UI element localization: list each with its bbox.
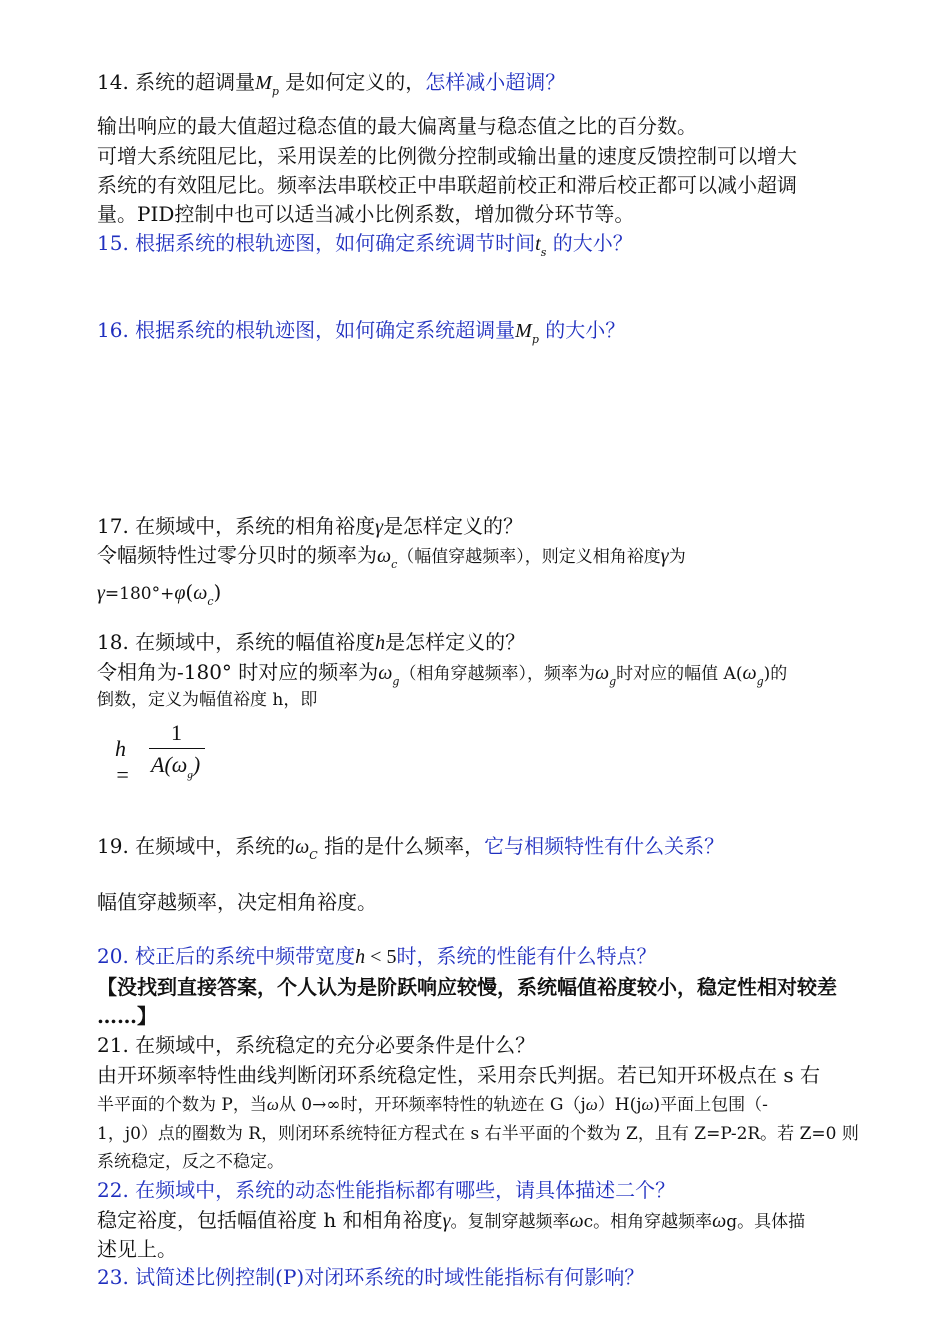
q19-answer: 幅值穿越频率，决定相角裕度。: [97, 890, 377, 914]
q23-question: 23. 试简述比例控制(P)对闭环系统的时域性能指标有何影响？: [97, 1265, 645, 1289]
q17-question: 17. 在频域中，系统的相角裕度γ是怎样定义的？: [97, 514, 524, 538]
q21-answer-line-3: 1，j0）点的圈数为 R，则闭环系统特征方程式在 s 右半平面的个数为 Z，且有 Z=P-2R。若 Z=0 则: [97, 1124, 859, 1144]
q20-question: 20. 校正后的系统中频带宽度h < 5时，系统的性能有什么特点？: [97, 944, 657, 968]
q14-answer-line-1: 输出响应的最大值超过稳态值的最大偏离量与稳态值之比的百分数。: [97, 114, 697, 138]
q20-answer-line-2: ……】: [97, 1004, 157, 1028]
q14-question: 14. 系统的超调量$M_p$ 是如何定义的，怎样减小超调？: [97, 70, 566, 98]
q17-formula: $\gamma=180^\circ+\varphi(\omega_c)$: [97, 580, 222, 608]
q14-answer-line-2: 可增大系统阻尼比，采用误差的比例微分控制或输出量的速度反馈控制可以增大: [97, 144, 797, 168]
q18-answer-line-2: 倒数，定义为幅值裕度 h，即: [97, 690, 318, 710]
q22-question: 22. 在频域中，系统的动态性能指标都有哪些，请具体描述二个？: [97, 1178, 676, 1202]
q14-answer-line-3: 系统的有效阻尼比。频率法串联校正中串联超前校正和滞后校正都可以减小超调: [97, 173, 797, 197]
q17-answer: 令幅频特性过零分贝时的频率为$\omega_c$（幅值穿越频率），则定义相角裕度γ为: [97, 543, 686, 571]
q19-question: 19. 在频域中，系统的$\omega_C$ 指的是什么频率，它与相频特性有什么关系？: [97, 834, 725, 862]
q16-question: 16. 根据系统的根轨迹图，如何确定系统超调量$M_p$ 的大小？: [97, 318, 626, 346]
q14-answer-line-4: 量。PID控制中也可以适当减小比例系数，增加微分环节等。: [97, 202, 635, 226]
fraction-bar: [149, 748, 205, 749]
q20-answer-line-1: 【没找到直接答案，个人认为是阶跃响应较慢，系统幅值裕度较小，稳定性相对较差: [97, 975, 837, 999]
q22-answer-line-2: 述见上。: [97, 1237, 177, 1261]
q21-answer-line-1: 由开环频率特性曲线判断闭环系统稳定性，采用奈氏判据。若已知开环极点在 s 右: [97, 1063, 820, 1087]
q18-question: 18. 在频域中，系统的幅值裕度h是怎样定义的？: [97, 630, 526, 654]
q18-answer: 令相角为-180° 时对应的频率为$\omega_g$（相角穿越频率），频率为$\omega_g$时对应的幅值 $A(\omega_g)$的: [97, 660, 788, 688]
q15-question: 15. 根据系统的根轨迹图，如何确定系统调节时间$t_s$ 的大小？: [97, 231, 633, 259]
q21-answer-line-4: 系统稳定，反之不稳定。: [97, 1152, 284, 1172]
q21-question: 21. 在频域中，系统稳定的充分必要条件是什么？: [97, 1033, 536, 1057]
q21-answer-line-2: 半平面的个数为 P，当ω从 0→∞时，开环频率特性的轨迹在 G（jω）H(jω)平面上包围（-: [97, 1095, 768, 1115]
q22-answer: 稳定裕度，包括幅值裕度 h 和相角裕度γ。复制穿越频率ωc。相角穿越频率ωg。具体描: [97, 1208, 806, 1232]
